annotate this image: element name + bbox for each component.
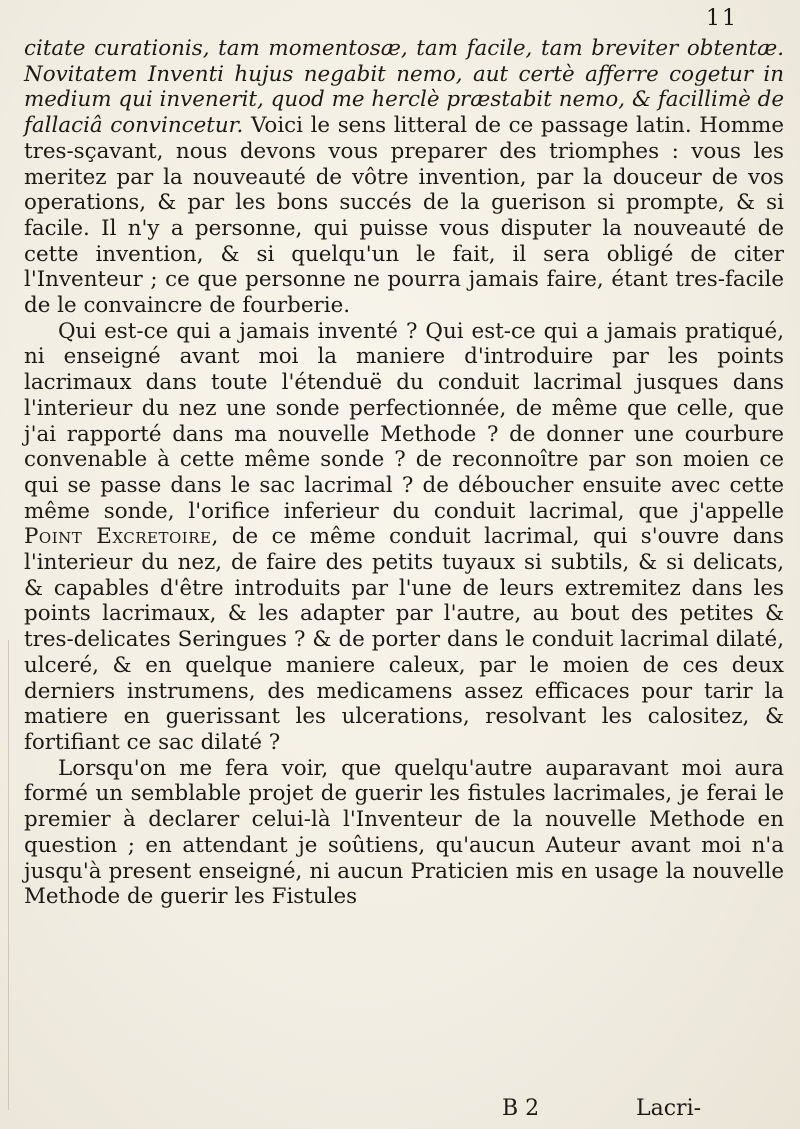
body-text: [24, 36, 784, 910]
opening-paragraph: [24, 36, 784, 319]
page-number: 11: [706, 6, 738, 31]
paragraph-questions-part1: Qui est-ce qui a jamais inventé ? Qui est-ce qui a jamais pratiqué, ni enseigné avant moi la maniere d'introduire par les points lacrimaux dans toute l'étenduë du conduit lacrimal jusques dans l'interieur du nez une sonde perfectionnée, de même que celle, que j'ai rapporté dans ma nouvelle Methode ? de donner une courbure convenable à cette même sonde ? de reconnoître par son moien ce qui se passe dans le sac lacrimal ? de déboucher ensuite avec cette même sonde, l'orifice inferieur du conduit lacrimal, que j'appelle: [24, 318, 784, 524]
latin-quotation: citate curationis, tam momentosæ, tam facile, tam breviter obtentæ. Novitatem Inventi hujus negabit nemo, aut certè afferre cogetur in medium qui invenerit, quod me herclè præstabit nemo, & facillimè de fallaciâ convincetur.: [24, 36, 784, 139]
catchword: Lacri-: [636, 1096, 702, 1121]
paragraph-questions-part2: , de ce même conduit lacrimal, qui s'ouvre dans l'interieur du nez, de faire des petits tuyaux si subtils, & si delicats, & capables d'être introduits par l'une de leurs extremitez dans les points lacrimaux, & les adapter par l'autre, au bout des petites & tres-delicates Seringues ? & de porter dans le conduit lacrimal dilaté, ulceré, & en quelque maniere caleux, par le moien de ces deux derniers instrumens, des medicamens assez efficaces pour tarir la matiere en guerissant les ulcerations, resolvant les calositez, & fortifiant ce sac dilaté ?: [24, 524, 784, 755]
term-point-excretoire: Point Excretoire: [24, 524, 212, 550]
binding-edge-line: [8, 640, 9, 1110]
paragraph-closing: Lorsqu'on me fera voir, que quelqu'autre auparavant moi aura formé un semblable projet de guerir les fistules lacrimales, je ferai le premier à declarer celui-là l'Inventeur de la nouvelle Methode en question ; en attendant je soûtiens, qu'aucun Auteur avant moi n'a jusqu'à present enseigné, ni aucun Praticien mis en usage la nouvelle Methode de guerir les Fistules: [24, 755, 784, 910]
page-footer: [0, 1096, 800, 1126]
translation-text: Voici le sens litteral de ce passage latin. Homme tres-sçavant, nous devons vous preparer des triomphes : vous les meritez par la nouveauté de vôtre invention, par la douceur de vos operations, & par les bons succés de la guerison si prompte, & si facile. Il n'y a personne, qui puisse vous disputer la nouveauté de cette invention, & si quelqu'un le fait, il sera obligé de citer l'Inventeur ; ce que personne ne pourra jamais faire, étant tres-facile de le convaincre de fourberie.: [24, 113, 784, 319]
paragraph-questions: [24, 319, 784, 756]
signature-mark: B 2: [502, 1096, 540, 1121]
